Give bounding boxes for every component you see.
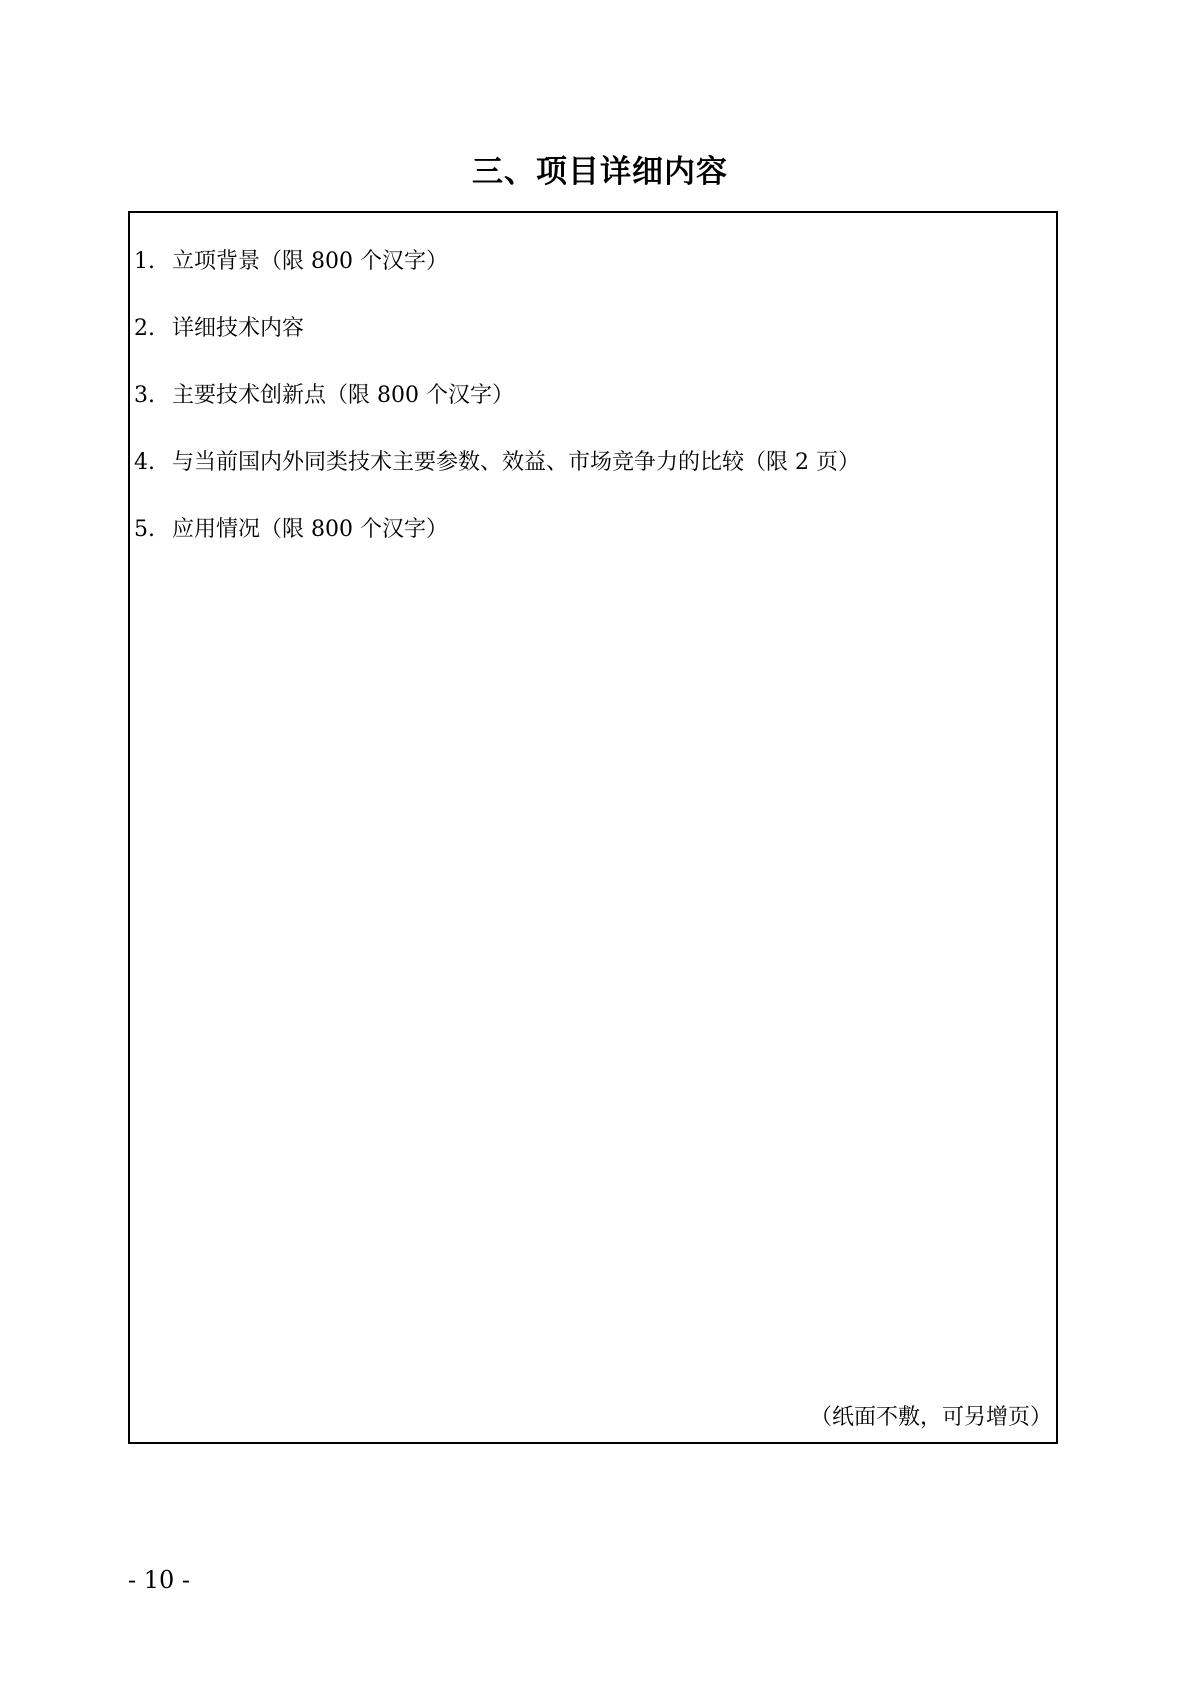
page-title: 三、项目详细内容 [472,154,728,190]
section-number: 1. [134,249,155,274]
section-item-comparison [134,447,1052,479]
section-number: 2. [134,316,155,341]
section-text: 与当前国内外同类技术主要参数、效益、市场竞争力的比较（限 2 页） [172,450,860,475]
section-text: 立项背景（限 800 个汉字） [172,249,448,274]
content-box [128,211,1058,1444]
section-list [134,246,1052,581]
section-item-technical-content [134,313,1052,345]
section-item-background [134,246,1052,278]
extra-pages-note: （纸面不敷，可另增页） [809,1405,1052,1430]
section-item-innovations [134,380,1052,412]
section-number: 4. [134,450,155,475]
section-text: 详细技术内容 [172,316,305,341]
section-text: 主要技术创新点（限 800 个汉字） [172,383,514,408]
section-item-application [134,514,1052,546]
section-number: 5. [134,517,155,542]
page-number: - 10 - [128,1566,191,1594]
section-number: 3. [134,383,155,408]
section-text: 应用情况（限 800 个汉字） [172,517,448,542]
